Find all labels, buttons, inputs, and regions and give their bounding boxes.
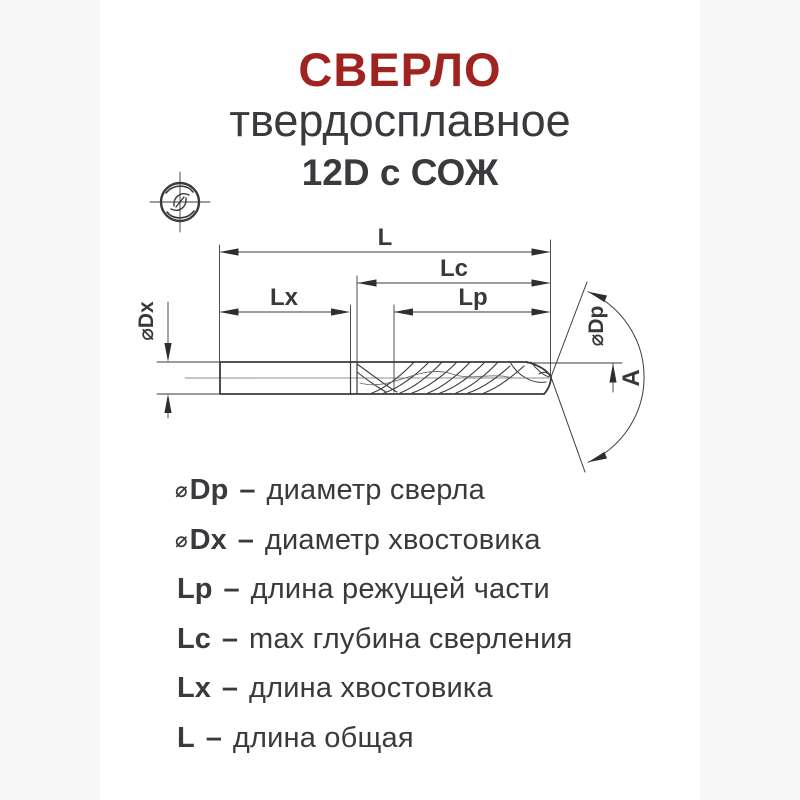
label-drill-diameter: ⌀Dp [585,305,608,347]
legend-dash: – [205,721,222,754]
legend-item-lp [175,565,573,615]
legend-term: Lx [177,672,211,705]
legend-description: диаметр хвостовика [264,523,541,556]
variant-label: 12D с СОЖ [301,151,499,193]
page-subtitle: твердосплавное [229,94,571,146]
legend-description: длина общая [232,721,414,754]
legend-item-dp [175,466,573,516]
legend-description: длина хвостовика [248,672,493,705]
label-flute-length: Lp [458,284,488,311]
legend-dash: – [239,474,256,507]
page-title: СВЕРЛО [298,43,502,96]
legend-dash: – [221,672,238,705]
legend-item-l [175,714,573,764]
diameter-sign: ⌀ [175,479,188,503]
legend-description: длина режущей части [250,573,550,606]
legend-description: диаметр сверла [266,474,485,507]
legend-term: Dx [189,523,227,556]
legend-dash: – [221,622,238,655]
legend-item-dx [175,516,573,566]
label-max-drilling-depth: Lc [439,255,469,282]
legend-dash: – [237,523,254,556]
legend-term: L [177,721,195,754]
label-point-angle: A [618,369,645,387]
legend-description: max глубина сверления [248,622,573,655]
legend-term: Dp [189,474,229,507]
dimension-legend [175,466,573,763]
header [100,0,700,194]
label-overall-length: L [377,224,393,251]
legend-term: Lp [177,573,213,606]
label-shank-diameter: ⌀Dx [135,301,158,341]
legend-item-lx [175,664,573,714]
legend-term: Lc [177,622,211,655]
legend-item-lc [175,615,573,665]
legend-dash: – [223,573,240,606]
label-shank-length: Lx [269,284,299,311]
diameter-sign: ⌀ [175,528,188,552]
